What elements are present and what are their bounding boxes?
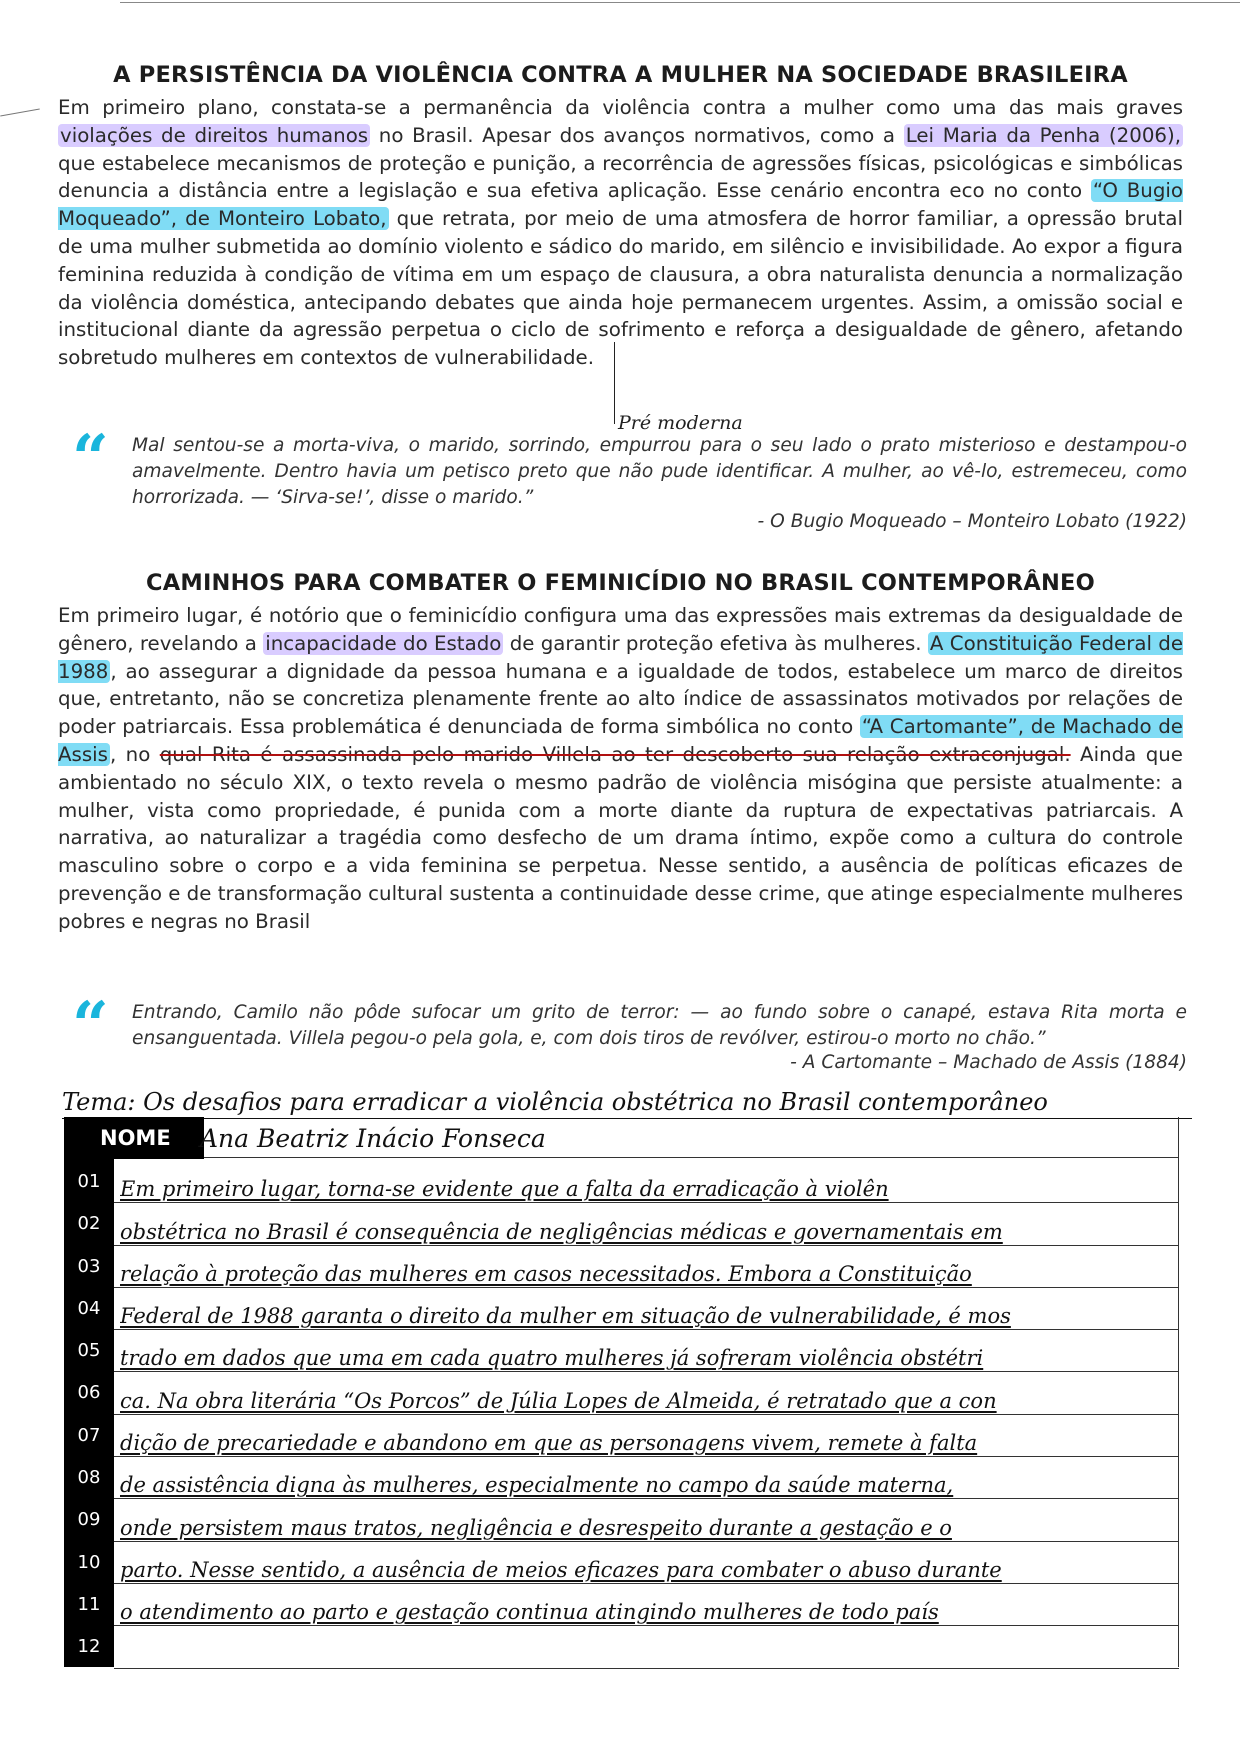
struck-text: qual Rita é assassinada pelo marido Villela ao ter descoberto sua relação extraconjugal. [159, 742, 1071, 766]
essay-line [64, 1288, 1179, 1330]
section-feminicide [58, 570, 1183, 936]
line-number: 06 [77, 1382, 101, 1404]
line-number: 12 [77, 1636, 101, 1658]
line-number: 02 [77, 1213, 101, 1235]
top-rule [120, 2, 1240, 3]
highlight-purple: Lei Maria da Penha (2006), [905, 123, 1181, 147]
text-segment: Em primeiro plano, constata-se a permanência da violência contra a mulher como uma das mais graves [58, 96, 1183, 119]
essay-line [64, 1372, 1179, 1414]
text-segment: de garantir proteção efetiva às mulheres. [503, 631, 928, 655]
quote-text: Mal sentou-se a morta-viva, o marido, sorrindo, empurrou para o seu lado o prato misterioso e destampou-o amavelmente. Dentro havia um petisco preto que não pude identificar. A mulher, ao vê-lo, estremeceu, como horrorizada. — ‘Sirva-se!’, disse o marido.” [132, 435, 1187, 508]
handwritten-line: dição de precariedade e abandono em que as personagens vivem, remete à falta [120, 1431, 978, 1456]
section-paragraph [58, 94, 1183, 372]
line-number: 08 [77, 1467, 101, 1489]
section-paragraph [58, 602, 1183, 936]
essay-line [64, 1626, 1179, 1668]
line-number: 10 [77, 1551, 101, 1573]
section-title: A PERSISTÊNCIA DA VIOLÊNCIA CONTRA A MULHER NA SOCIEDADE BRASILEIRA [113, 62, 1128, 88]
handwritten-line: Federal de 1988 garanta o direito da mulher em situação de vulnerabilidade, é mos [120, 1304, 1011, 1329]
essay-line [64, 1499, 1179, 1541]
handwritten-annotation: Pré moderna [618, 412, 743, 434]
highlight-cyan: A Constituição Federal de 1988 [58, 631, 1184, 683]
text-segment: que retrata, por meio de uma atmosfera de horror familiar, a opressão brutal de uma mulher submetida ao domínio violento e sádico do marido, em silêncio e invisibilidade. Ao expor a figura feminina reduzida à condição de vítima em um espaço de clausura, a obra naturalista denuncia a normalização da violência doméstica, antecipando debates que ainda hoje permanecem urgentes. Assim, a omissão social e institucional diante da agressão perpetua o ciclo de sofrimento e reforça a desigualdade de gênero, afetando sobretudo mulheres em contextos de vulnerabilidade. [58, 207, 1183, 370]
essay-line [64, 1161, 1179, 1203]
line-number: 04 [77, 1297, 101, 1319]
ruled-line [114, 1668, 1179, 1669]
line-number: 09 [77, 1509, 101, 1531]
highlight-cyan: “A Cartomante”, de Machado de Assis [58, 715, 1183, 766]
highlight-cyan: “O Bugio Moqueado”, de Monteiro Lobato, [58, 179, 1183, 231]
margin-mark [0, 109, 40, 117]
highlight-purple: violações de direitos humanos [60, 123, 369, 147]
line-number: 11 [77, 1593, 101, 1615]
essay-lines [64, 1161, 1179, 1669]
line-number: 07 [77, 1424, 101, 1446]
line-number: 03 [77, 1255, 101, 1277]
essay-theme: Tema: Os desafios para erradicar a violência obstétrica no Brasil contemporâneo [62, 1088, 1192, 1119]
highlight-purple: incapacidade do Estado [265, 631, 502, 655]
handwritten-line: onde persistem maus tratos, negligência e desrespeito durante a gestação e o [120, 1515, 952, 1540]
essay-line [64, 1246, 1179, 1288]
name-underline [204, 1157, 1179, 1158]
quote-text: Entrando, Camilo não pôde sufocar um grito de terror: — ao fundo sobre o canapé, estava Rita morta e ensanguentada. Villela pegou-o pela gola, e, com dois tiros de revólver, estirou-o morto no chão.” [132, 1002, 1187, 1049]
text-segment: , ao assegurar a dignidade da pessoa humana e a igualdade de todos, estabelece um marco de direitos que, entretanto, não se concretiza plenamente frente ao alto índice de assassinatos motivados por relações de poder patriarcais. Essa problemática é denunciada de forma simbólica no conto [58, 659, 1183, 739]
handwritten-line: parto. Nesse sentido, a ausência de meios eficazes para combater o abuso durante [120, 1557, 1002, 1582]
essay-line [64, 1542, 1179, 1584]
text-segment: Em primeiro lugar, é notório que o feminicídio configura uma das expressões mais extremas da desigualdade de gênero, revelando a [58, 604, 1183, 655]
handwritten-line: Em primeiro lugar, torna-se evidente que a falta da erradicação à violên [120, 1177, 889, 1202]
quote-source: - O Bugio Moqueado – Monteiro Lobato (1922) [757, 511, 1187, 532]
essay-line [64, 1330, 1179, 1372]
name-value: Ana Beatriz Inácio Fonseca [200, 1124, 546, 1153]
answer-sheet [64, 1117, 1179, 1667]
text-segment: no Brasil. Apesar dos avanços normativos, como a [370, 123, 904, 147]
quote-source: - A Cartomante – Machado de Assis (1884) [790, 1052, 1187, 1073]
handwritten-line: ca. Na obra literária “Os Porcos” de Júlia Lopes de Almeida, é retratado que a con [120, 1388, 997, 1413]
section-violence [58, 62, 1183, 372]
quote-block [72, 988, 1187, 1073]
quote-mark-icon: “ [72, 988, 109, 1063]
handwritten-line: de assistência digna às mulheres, especialmente no campo da saúde materna, [120, 1473, 954, 1498]
handwritten-line: obstétrica no Brasil é consequência de negligências médicas e governamentais em [120, 1219, 1003, 1244]
handwritten-line: o atendimento ao parto e gestação continua atingindo mulheres de todo país [120, 1600, 939, 1625]
handwritten-line: trado em dados que uma em cada quatro mulheres já sofreram violência obstétri [120, 1346, 984, 1371]
handwritten-line: relação à proteção das mulheres em casos necessitados. Embora a Constituição [120, 1261, 972, 1286]
text-segment: , no [109, 742, 160, 766]
text-segment: que estabelece mecanismos de proteção e punição, a recorrência de agressões físicas, psicológicas e simbólicas denuncia a distância entre a legislação e sua efetiva aplicação. Esse cenário encontra eco no conto [58, 151, 1183, 203]
section-title: CAMINHOS PARA COMBATER O FEMINICÍDIO NO BRASIL CONTEMPORÂNEO [146, 570, 1095, 596]
essay-line [64, 1203, 1179, 1245]
quote-mark-icon: “ [72, 421, 109, 496]
essay-line [64, 1415, 1179, 1457]
name-label: NOME [64, 1117, 204, 1159]
essay-line [64, 1457, 1179, 1499]
line-number: 01 [77, 1171, 101, 1192]
essay-line [64, 1584, 1179, 1626]
text-segment: Ainda que ambientado no século XIX, o texto revela o mesmo padrão de violência misógina que persiste atualmente: a mulher, vista como propriedade, é punida com a morte diante da ruptura de expectativas patriarcais. A narrativa, ao naturalizar a tragédia como desfecho de um drama íntimo, expõe como a cultura do controle masculino sobre o corpo e a vida feminina se perpetua. Nesse sentido, a ausência de políticas eficazes de prevenção e de transformação cultural sustenta a continuidade desse crime, que atinge especialmente mulheres pobres e negras no Brasil [58, 742, 1184, 933]
line-number: 05 [77, 1340, 101, 1362]
